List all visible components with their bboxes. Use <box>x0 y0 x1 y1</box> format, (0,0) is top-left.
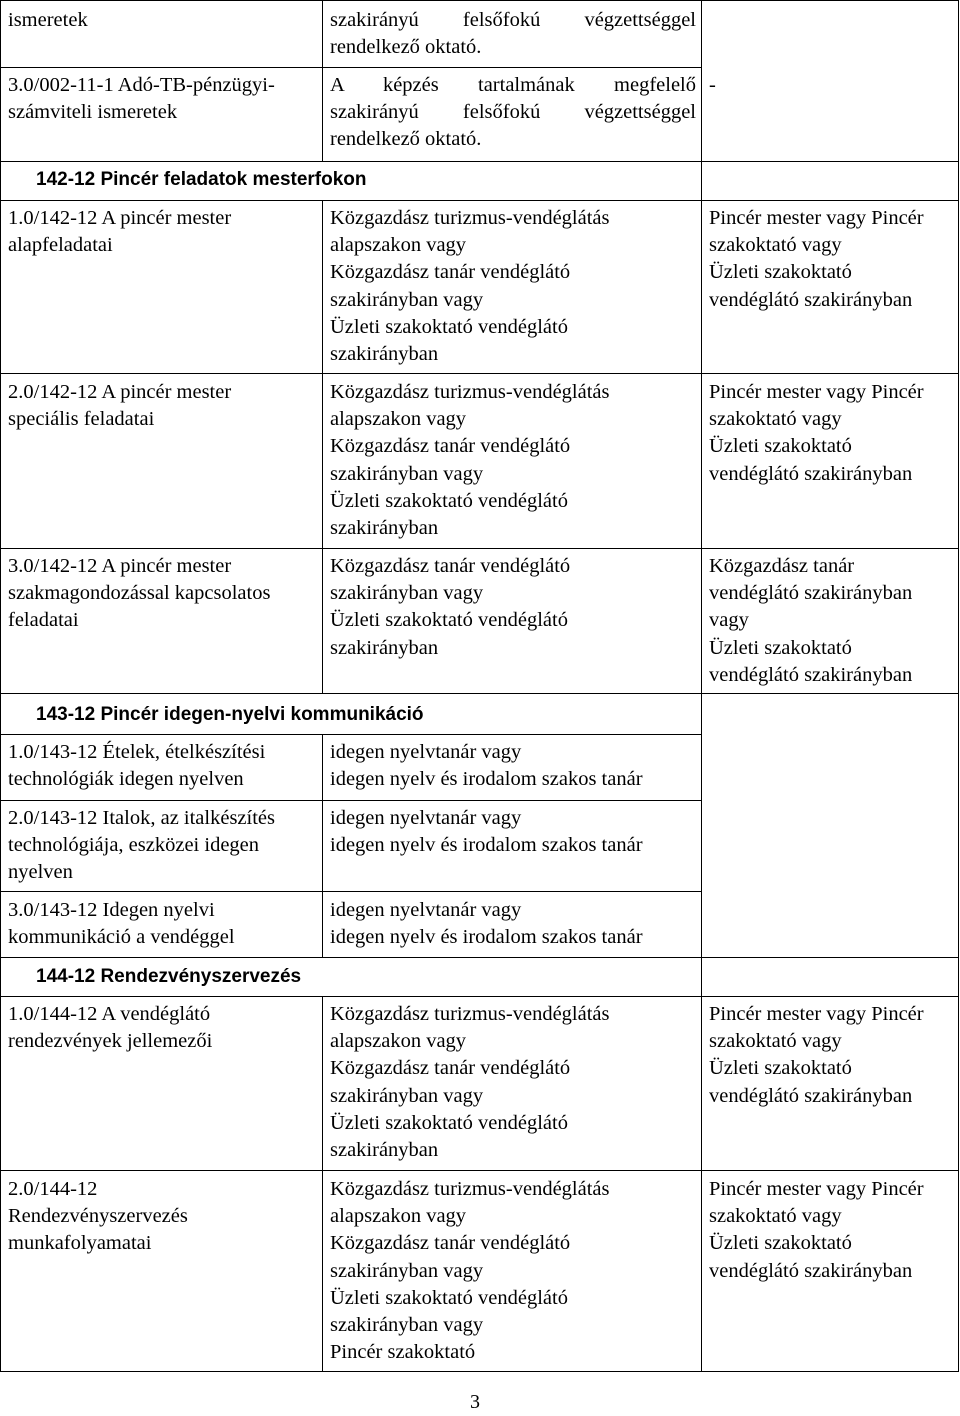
row-divider <box>0 693 701 694</box>
cell-line: szakirányban vagy <box>330 1259 484 1282</box>
cell-line: szakirányban <box>330 1139 439 1162</box>
table-border-bottom <box>0 1371 959 1372</box>
cell-line: vendéglátó szakirányban <box>709 663 913 686</box>
cell-line: idegen nyelvtanár vagy <box>330 807 522 829</box>
cell-line: alapszakon vagy <box>330 1205 467 1228</box>
row-143-2-module <box>8 805 314 887</box>
cell-line: rendelkező oktató. <box>330 128 482 151</box>
cell-line: nyelven <box>8 861 73 884</box>
cell-line: Közgazdász turizmus-vendéglátás <box>330 381 610 403</box>
row-144-1-qualification <box>330 1001 696 1164</box>
cell-line: ismeretek <box>8 9 88 31</box>
row-143-1-module <box>8 739 314 793</box>
section-heading-143-12: 143-12 Pincér idegen-nyelvi kommunikáció <box>36 704 424 725</box>
cell-line: szakirányban vagy <box>330 462 484 485</box>
cell-line: szakoktató vagy <box>709 1030 842 1053</box>
row-0-qualification <box>330 7 696 61</box>
cell-line: Közgazdász tanár <box>709 555 855 577</box>
cell-line: Közgazdász turizmus-vendéglátás <box>330 1178 610 1200</box>
column-divider <box>701 0 702 1371</box>
cell-line: Üzleti szakoktató vendéglátó <box>330 1111 568 1134</box>
cell-line: - <box>709 74 716 96</box>
cell-line: vendéglátó szakirányban <box>709 288 913 311</box>
row-divider <box>0 548 959 549</box>
row-143-1-qualification <box>330 739 696 793</box>
cell-line: vendéglátó szakirányban <box>709 462 913 485</box>
row-144-1-prior-qualification <box>709 1001 955 1110</box>
cell-line: Üzleti szakoktató vendéglátó <box>330 609 568 632</box>
column-divider <box>322 0 323 161</box>
row-144-1-module <box>8 1001 314 1055</box>
cell-line: szakirányban vagy <box>330 1084 484 1107</box>
cell-line: Pincér szakoktató <box>330 1341 476 1364</box>
cell-line: 3.0/002-11-1 Adó-TB-pénzügyi- <box>8 74 275 96</box>
cell-line: vendéglátó szakirányban <box>709 1084 913 1107</box>
row-142-1-module <box>8 205 314 259</box>
row-1-module <box>8 72 314 126</box>
cell-line: idegen nyelv és irodalom szakos tanár <box>330 768 643 791</box>
cell-line: szakirányban vagy <box>330 1314 484 1337</box>
cell-line: alapszakon vagy <box>330 1030 467 1053</box>
row-143-3-qualification <box>330 897 696 951</box>
cell-line: idegen nyelv és irodalom szakos tanár <box>330 926 643 949</box>
cell-line: 2.0/142-12 A pincér mester <box>8 381 232 403</box>
cell-line: Közgazdász tanár vendéglátó <box>330 1057 571 1080</box>
cell-line: 1.0/142-12 A pincér mester <box>8 207 232 229</box>
row-142-2-qualification <box>330 379 696 542</box>
column-divider <box>322 734 323 957</box>
cell-line: szakirányban <box>330 636 439 659</box>
cell-line: feladatai <box>8 609 79 632</box>
cell-line: vendéglátó szakirányban <box>709 582 913 605</box>
cell-line: Közgazdász tanár vendéglátó <box>330 435 571 458</box>
cell-line: Üzleti szakoktató <box>709 435 852 458</box>
row-divider <box>0 996 959 997</box>
page-number: 3 <box>470 1391 480 1413</box>
cell-line: szakirányban vagy <box>330 582 484 605</box>
cell-line: vagy <box>709 609 749 632</box>
cell-line: számviteli ismeretek <box>8 101 178 124</box>
row-divider <box>322 67 701 68</box>
cell-line: idegen nyelvtanár vagy <box>330 741 522 763</box>
cell-line: szakirányban <box>330 343 439 366</box>
row-143-2-qualification <box>330 805 696 859</box>
row-142-2-prior-qualification <box>709 379 955 488</box>
row-divider <box>0 1170 959 1171</box>
cell-line: Közgazdász turizmus-vendéglátás <box>330 207 610 229</box>
cell-line: munkafolyamatai <box>8 1232 152 1255</box>
cell-line: technológiák idegen nyelven <box>8 768 244 791</box>
row-143-3-module <box>8 897 314 951</box>
cell-line: Pincér mester vagy Pincér <box>709 207 924 229</box>
row-divider <box>0 161 959 162</box>
cell-line: Üzleti szakoktató <box>709 1057 852 1080</box>
cell-line: Rendezvényszervezés <box>8 1205 188 1228</box>
cell-line: Üzleti szakoktató <box>709 1232 852 1255</box>
cell-line: Üzleti szakoktató vendéglátó <box>330 489 568 512</box>
cell-line: Pincér mester vagy Pincér <box>709 381 924 403</box>
cell-line: 3.0/143-12 Idegen nyelvi <box>8 899 215 921</box>
cell-line: speciális feladatai <box>8 408 155 431</box>
cell-line: idegen nyelvtanár vagy <box>330 899 522 921</box>
cell-line: szakmagondozással kapcsolatos <box>8 582 271 605</box>
cell-line: Közgazdász tanár vendéglátó <box>330 261 571 284</box>
cell-line: Pincér mester vagy Pincér <box>709 1178 924 1200</box>
cell-line: idegen nyelv és irodalom szakos tanár <box>330 834 643 857</box>
cell-line: 2.0/143-12 Italok, az italkészítés <box>8 807 275 829</box>
row-144-2-module <box>8 1176 314 1258</box>
cell-line: 1.0/143-12 Ételek, ételkészítési <box>8 741 266 763</box>
row-142-3-prior-qualification <box>709 553 955 689</box>
cell-line: A képzés tartalmának megfelelő <box>330 74 696 96</box>
row-divider <box>0 957 959 958</box>
cell-line: rendezvények jellemezői <box>8 1030 213 1053</box>
cell-line: Közgazdász turizmus-vendéglátás <box>330 1003 610 1025</box>
table-border-left <box>0 0 1 1371</box>
cell-line: Üzleti szakoktató <box>709 261 852 284</box>
row-divider <box>701 693 959 694</box>
cell-line: alapszakon vagy <box>330 408 467 431</box>
cell-line: 2.0/144-12 <box>8 1178 98 1200</box>
cell-line: szakoktató vagy <box>709 1205 842 1228</box>
cell-line: alapszakon vagy <box>330 234 467 257</box>
row-divider <box>0 891 701 892</box>
row-142-1-prior-qualification <box>709 205 955 314</box>
row-144-2-qualification <box>330 1176 696 1366</box>
cell-line: Üzleti szakoktató vendéglátó <box>330 1286 568 1309</box>
row-0-module <box>8 7 314 34</box>
cell-line: 1.0/144-12 A vendéglátó <box>8 1003 211 1025</box>
row-142-3-module <box>8 553 314 635</box>
row-142-2-module <box>8 379 314 433</box>
cell-line: szakirányú felsőfokú végzettséggel <box>330 101 696 124</box>
cell-line: szakoktató vagy <box>709 408 842 431</box>
cell-line: Közgazdász tanár vendéglátó <box>330 555 571 577</box>
section-heading-144-12: 144-12 Rendezvényszervezés <box>36 966 302 987</box>
cell-line: 3.0/142-12 A pincér mester <box>8 555 232 577</box>
row-divider <box>701 200 959 201</box>
row-divider <box>0 373 959 374</box>
section-heading-142-12: 142-12 Pincér feladatok mesterfokon <box>36 169 367 190</box>
row-divider <box>0 800 701 801</box>
column-divider <box>322 996 323 1371</box>
row-divider <box>0 200 701 201</box>
table-border-right <box>958 0 959 1371</box>
cell-line: szakirányú felsőfokú végzettséggel <box>330 9 696 31</box>
row-144-2-prior-qualification <box>709 1176 955 1285</box>
row-142-1-qualification <box>330 205 696 368</box>
cell-line: Üzleti szakoktató <box>709 636 852 659</box>
column-divider <box>322 200 323 693</box>
cell-line: alapfeladatai <box>8 234 113 257</box>
row-divider <box>0 67 322 68</box>
row-1-prior-qualification <box>709 72 955 99</box>
cell-line: Közgazdász tanár vendéglátó <box>330 1232 571 1255</box>
cell-line: szakoktató vagy <box>709 234 842 257</box>
cell-line: vendéglátó szakirányban <box>709 1259 913 1282</box>
row-142-3-qualification <box>330 553 696 662</box>
row-1-qualification <box>330 72 696 154</box>
cell-line: szakirányban vagy <box>330 288 484 311</box>
cell-line: Pincér mester vagy Pincér <box>709 1003 924 1025</box>
table-border-top <box>0 0 959 1</box>
row-divider <box>0 734 701 735</box>
cell-line: szakirányban <box>330 517 439 540</box>
cell-line: technológiája, eszközei idegen <box>8 834 260 857</box>
cell-line: Üzleti szakoktató vendéglátó <box>330 315 568 338</box>
cell-line: rendelkező oktató. <box>330 36 482 59</box>
cell-line: kommunikáció a vendéggel <box>8 926 235 949</box>
